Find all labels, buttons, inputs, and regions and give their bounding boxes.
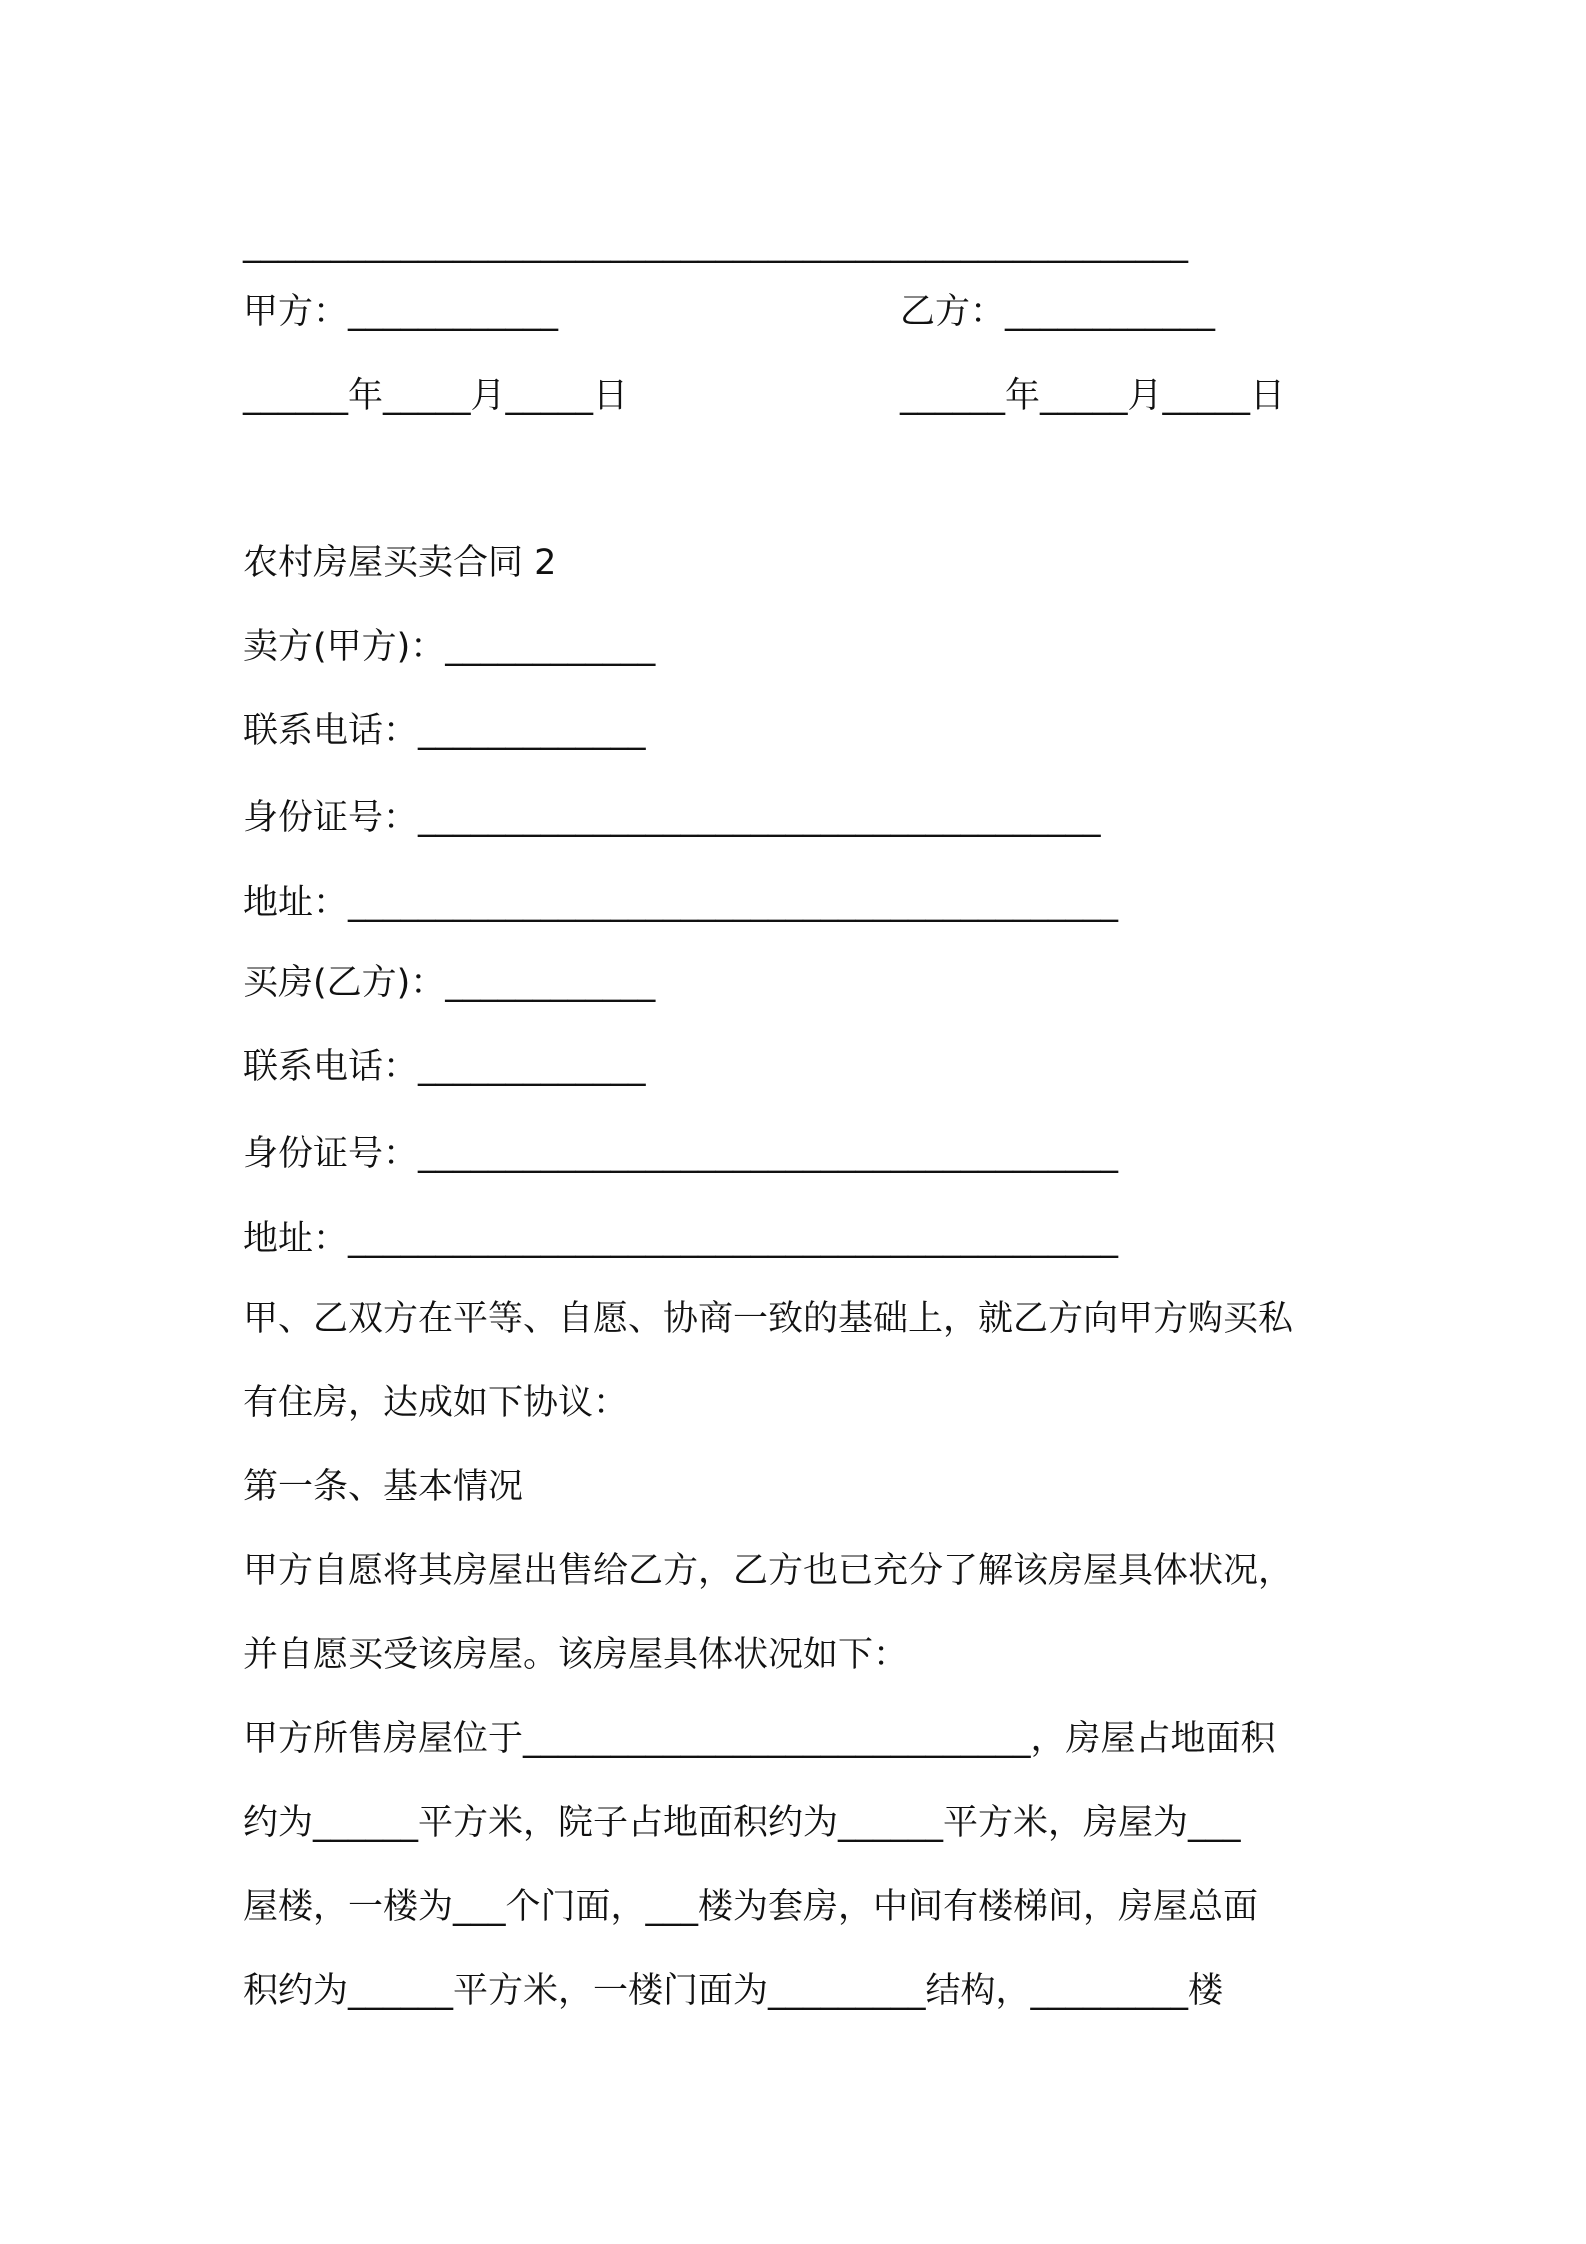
para-1-line-2: 并自愿买受该房屋。该房屋具体状况如下： <box>243 1635 909 1675</box>
buyer-address-field: 地址：____________________________________________ <box>243 1219 1119 1259</box>
party-b-date: ______年_____月_____日 <box>900 376 1286 416</box>
article-1-heading: 第一条、基本情况 <box>243 1467 524 1507</box>
contract-title: 农村房屋买卖合同 2 <box>243 543 557 583</box>
buyer-id-field: 身份证号：________________________________________ <box>243 1134 1119 1174</box>
buyer-name-field: 买房(乙方)：____________ <box>243 963 656 1003</box>
para-2-line-4: 积约为______平方米，一楼门面为_________结构，_________楼 <box>243 1971 1224 2011</box>
para-2-line-2: 约为______平方米，院子占地面积约为______平方米，房屋为___ <box>243 1803 1241 1843</box>
seller-address-field: 地址：____________________________________________ <box>243 883 1119 923</box>
party-a-signature: 甲方：____________ <box>243 292 559 332</box>
para-2-line-3: 屋楼，一楼为___个门面，___楼为套房，中间有楼梯间，房屋总面 <box>243 1887 1259 1927</box>
party-b-signature: 乙方：____________ <box>900 292 1216 332</box>
seller-id-field: 身份证号：_______________________________________ <box>243 798 1101 838</box>
seller-phone-field: 联系电话：_____________ <box>243 711 646 751</box>
buyer-phone-field: 联系电话：_____________ <box>243 1047 646 1087</box>
seller-name-field: 卖方(甲方)：____________ <box>243 627 656 667</box>
top-underline: ______________________________________________________ <box>243 224 1188 264</box>
para-2-line-1: 甲方所售房屋位于_____________________________，房屋占地面积 <box>243 1719 1276 1759</box>
para-1-line-1: 甲方自愿将其房屋出售给乙方，乙方也已充分了解该房屋具体状况， <box>243 1551 1294 1591</box>
party-a-date: ______年_____月_____日 <box>243 376 629 416</box>
intro-line-2: 有住房，达成如下协议： <box>243 1383 629 1423</box>
intro-line-1: 甲、乙双方在平等、自愿、协商一致的基础上，就乙方向甲方购买私 <box>243 1299 1294 1339</box>
